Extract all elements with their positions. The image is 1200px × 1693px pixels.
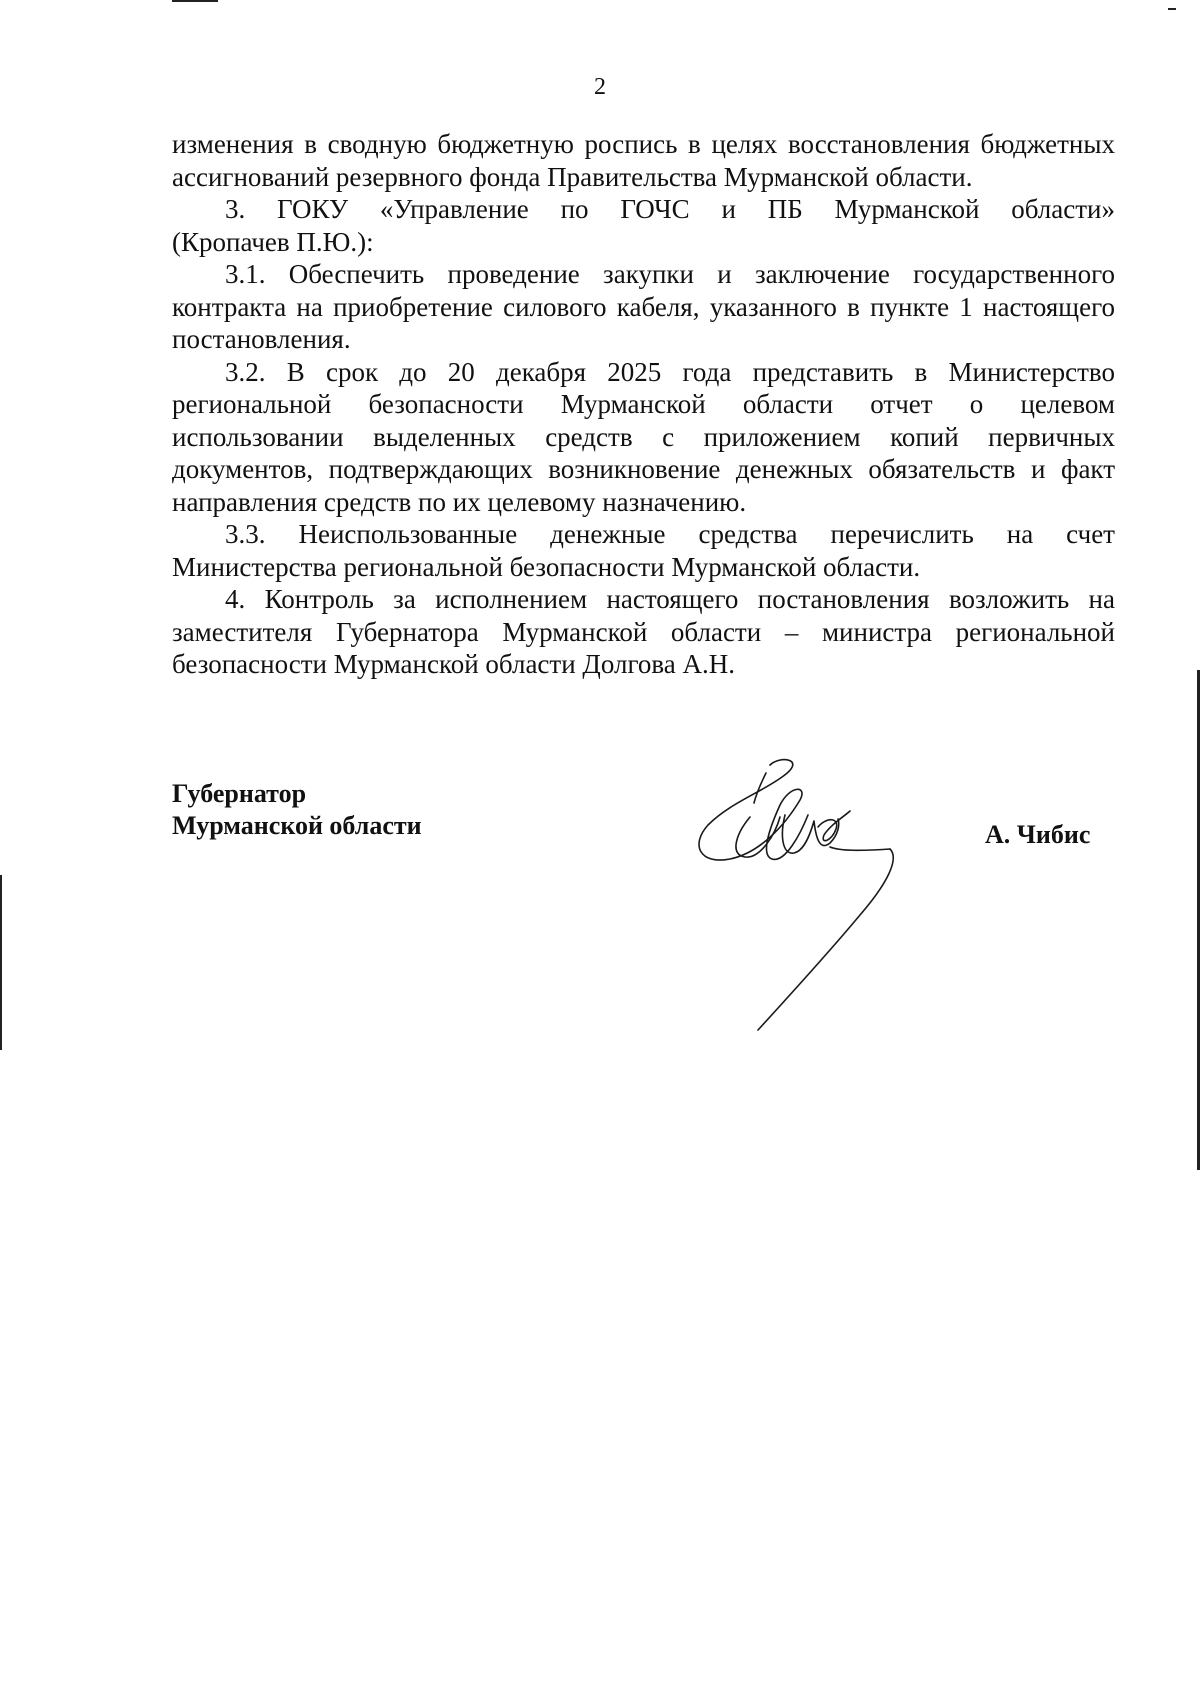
paragraph-item-3 — [172, 193, 1115, 258]
text-line: (Кропачев П.Ю.): — [172, 226, 374, 257]
text-line: Министерства региональной безопасности Мурманской области. — [172, 551, 921, 582]
text-line: 4. Контроль за исполнением настоящего постановления возложить на — [225, 584, 1115, 614]
text-line: изменения в сводную бюджетную роспись в целях восстановления бюджетных — [172, 129, 1115, 159]
signatory-title-line: Губернатор — [172, 779, 307, 808]
text-line: 3.3. Неиспользованные денежные средства перечислить на счет — [225, 519, 1115, 549]
paragraph-item-3-3 — [172, 518, 1115, 583]
text-line: заместителя Губернатора Мурманской области – министра региональной — [172, 616, 1115, 647]
text-line: 3. ГОКУ «Управление по ГОЧС и ПБ Мурманской области» — [225, 194, 1115, 224]
handwritten-signature — [690, 755, 940, 1035]
text-line: документов, подтверждающих возникновение денежных обязательств и факт — [172, 454, 1115, 484]
document-body — [172, 128, 1115, 681]
paragraph-item-4 — [172, 583, 1115, 681]
paragraph-item-3-1 — [172, 258, 1115, 356]
page-number: 2 — [594, 74, 606, 100]
scan-edge-mark — [172, 0, 218, 2]
text-line: постановления. — [172, 324, 351, 354]
scan-edge-mark — [1168, 8, 1176, 10]
scan-edge-mark — [0, 875, 2, 1050]
text-line: контракта на приобретение силового кабеля, указанного в пункте 1 настоящего — [172, 291, 1115, 322]
text-line: использовании выделенных средств с приложением копий первичных — [172, 421, 1115, 452]
paragraph-budget-changes — [172, 128, 1115, 193]
text-line: 3.2. В срок до 20 декабря 2025 года представить в Министерство — [225, 356, 1115, 387]
text-line: 3.1. Обеспечить проведение закупки и заключение государственного — [225, 259, 1115, 289]
signatory-name: А. Чибис — [985, 820, 1091, 849]
signatory-title — [172, 778, 422, 842]
text-line: безопасности Мурманской области Долгова А.Н. — [172, 649, 735, 679]
signatory-title-line: Мурманской области — [172, 811, 422, 840]
text-line: региональной безопасности Мурманской области отчет о целевом — [172, 389, 1115, 419]
text-line: направления средств по их целевому назначению. — [172, 486, 747, 517]
text-line: ассигнований резервного фонда Правительства Мурманской области. — [172, 161, 973, 192]
paragraph-item-3-2 — [172, 356, 1115, 519]
